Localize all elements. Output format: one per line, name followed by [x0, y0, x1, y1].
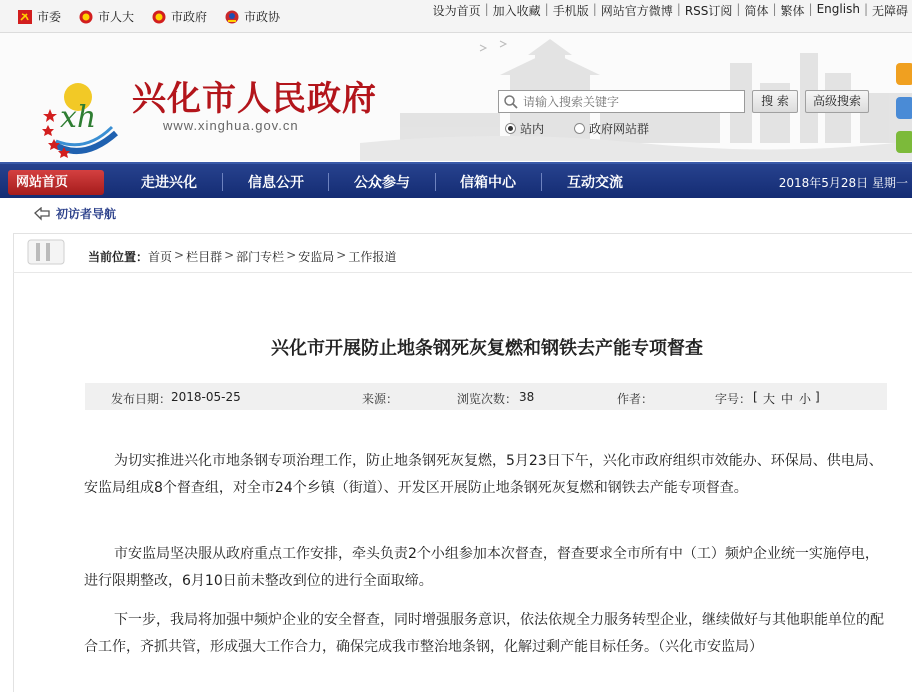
utility-links [429, 2, 912, 19]
source-label: 来源： [362, 392, 399, 406]
org-link-label: 市人大 [98, 10, 135, 24]
cppcc-emblem-icon [225, 10, 239, 24]
hand-icon[interactable] [896, 63, 912, 85]
search-icon [503, 94, 519, 110]
xinghua-logo-icon [42, 73, 122, 161]
nav-home[interactable]: 网站首页 [8, 170, 104, 195]
add-favorite-link[interactable]: 加入收藏 [492, 4, 541, 18]
divider: | [863, 2, 868, 16]
accessibility-link[interactable]: 无障碍 [871, 4, 908, 18]
wechat-icon[interactable] [896, 131, 912, 153]
scope-option-site[interactable] [505, 120, 544, 137]
nav-item-mailbox[interactable]: 信箱中心 [460, 175, 516, 191]
org-link-label: 市政协 [244, 10, 281, 24]
breadcrumb-separator: > [286, 248, 297, 262]
nav-divider [328, 173, 329, 191]
article-title: 兴化市开展防止地条钢死灰复燃和钢铁去产能专项督查 [271, 338, 703, 359]
radio-site[interactable] [505, 123, 516, 134]
breadcrumb-label: 当前位置： [88, 250, 149, 264]
font-size-label: 字号： [715, 392, 752, 406]
search-scope [505, 120, 679, 137]
pointer-hand-icon [34, 207, 50, 221]
official-weibo-link[interactable]: 网站官方微博 [600, 4, 673, 18]
breadcrumb-separator: > [224, 248, 235, 262]
top-utility-bar [0, 0, 912, 33]
breadcrumb-trail [88, 248, 396, 265]
traditional-link[interactable]: 繁体 [780, 4, 805, 18]
national-emblem-icon [152, 10, 166, 24]
org-link-cppcc[interactable] [225, 8, 280, 25]
org-link-peoples-congress[interactable] [79, 8, 134, 25]
date-label: 发布日期： [111, 392, 172, 406]
breadcrumb-work-report[interactable]: 工作报道 [348, 250, 397, 264]
scroll-book-icon [26, 238, 66, 266]
party-emblem-icon [18, 10, 32, 24]
nav-item-public-participation[interactable]: 公众参与 [354, 175, 410, 191]
breadcrumb-safety-bureau[interactable]: 安监局 [298, 250, 335, 264]
publish-date: 2018-05-25 [171, 390, 241, 404]
scope-option-gov-sites[interactable] [574, 120, 649, 137]
logo-text: xh [60, 100, 97, 135]
scope-label: 政府网站群 [589, 122, 650, 136]
breadcrumb-home[interactable]: 首页 [148, 250, 173, 264]
rss-link[interactable]: RSS订阅 [684, 4, 733, 18]
breadcrumb-column-group[interactable]: 栏目群 [186, 250, 223, 264]
guide-label: 初访者导航 [56, 207, 117, 221]
search-button[interactable]: 搜 索 [752, 90, 798, 113]
breadcrumb [13, 233, 912, 273]
national-emblem-icon [79, 10, 93, 24]
author-label: 作者： [617, 392, 654, 406]
guide-bar [0, 198, 912, 228]
main-nav [0, 162, 912, 198]
weibo-icon[interactable] [896, 97, 912, 119]
first-visitor-guide-link[interactable] [34, 205, 116, 222]
nav-divider [541, 173, 542, 191]
org-links [18, 8, 298, 25]
view-count: 38 [519, 390, 535, 404]
mobile-version-link[interactable]: 手机版 [552, 4, 589, 18]
breadcrumb-separator: > [174, 248, 185, 262]
scope-label: 站内 [520, 122, 545, 136]
english-link[interactable]: English [816, 2, 860, 16]
set-homepage-link[interactable]: 设为首页 [432, 4, 481, 18]
org-link-label: 市委 [37, 10, 62, 24]
font-size-large[interactable]: 大 [763, 392, 776, 406]
side-icons [896, 63, 912, 161]
nav-divider [222, 173, 223, 191]
simplified-link[interactable]: 简体 [744, 4, 769, 18]
divider: | [676, 2, 681, 16]
site-title: 兴化市人民政府 [132, 79, 377, 119]
divider: | [736, 2, 741, 16]
nav-divider [435, 173, 436, 191]
divider: | [592, 2, 597, 16]
divider: | [484, 2, 489, 16]
article-paragraph: 市安监局坚决服从政府重点工作安排，牵头负责2个小组参加本次督查，督查要求全市所有中（工）频炉企业统一实施停电，进行限期整改，6月10日前未整改到位的进行全面取缔。 [84, 546, 879, 589]
search-input[interactable] [498, 90, 745, 113]
article-paragraph: 为切实推进兴化市地条钢专项治理工作，防止地条钢死灰复燃，5月23日下午，兴化市政府组织市效能办、环保局、供电局、安监局组成8个督查组，对全市24个乡镇（街道）、开发区开展防止地条钢死灰复燃和钢铁去产能专项督查。 [84, 453, 883, 496]
font-size-bracket-open: [ [753, 390, 758, 404]
radio-gov-sites[interactable] [574, 123, 585, 134]
article-meta [85, 383, 887, 410]
views-label: 浏览次数： [457, 392, 518, 406]
nav-item-info-disclosure[interactable]: 信息公开 [248, 175, 304, 191]
breadcrumb-separator: > [336, 248, 347, 262]
org-link-label: 市政府 [171, 10, 208, 24]
nav-item-interaction[interactable]: 互动交流 [567, 175, 623, 191]
site-url: www.xinghua.gov.cn [163, 118, 299, 133]
divider: | [544, 2, 549, 16]
font-size-bracket-close: ] [815, 390, 820, 404]
site-header [0, 33, 912, 161]
org-link-government[interactable] [152, 8, 207, 25]
divider: | [772, 2, 777, 16]
divider: | [808, 2, 813, 16]
nav-item-about[interactable]: 走进兴化 [141, 175, 197, 191]
article-paragraph: 下一步，我局将加强中频炉企业的安全督查，同时增强服务意识，依法依规全力服务转型企业，继续做好与其他职能单位的配合工作，齐抓共管，形成强大工作合力，确保完成我市整治地条钢，化解过剩产能目标任务。（兴化市安监局） [84, 612, 884, 655]
font-size-small[interactable]: 小 [799, 392, 812, 406]
nav-date: 2018年5月28日 星期一 [778, 176, 908, 190]
org-link-party-committee[interactable] [18, 8, 61, 25]
breadcrumb-dept-column[interactable]: 部门专栏 [236, 250, 285, 264]
font-size-medium[interactable]: 中 [781, 392, 794, 406]
advanced-search-button[interactable]: 高级搜索 [805, 90, 869, 113]
